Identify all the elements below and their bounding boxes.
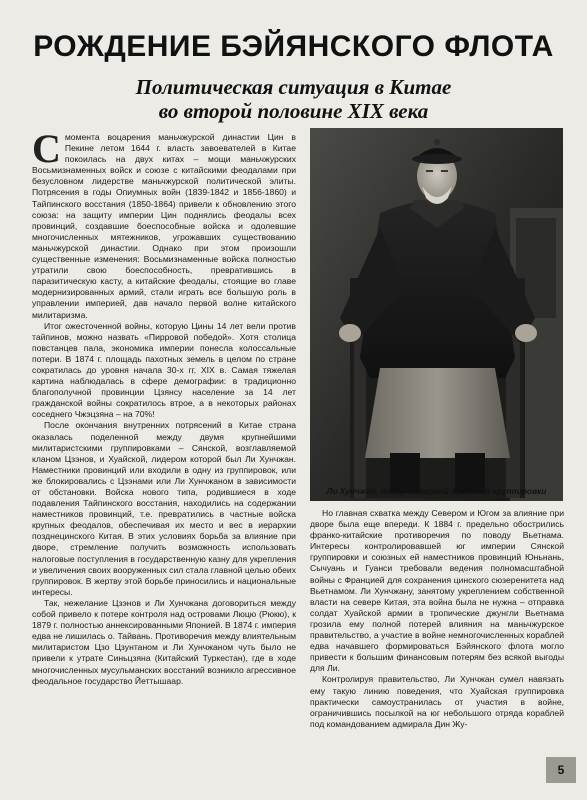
article-subtitle [20,75,567,123]
portrait-illustration [310,128,563,501]
subtitle-line-1: Политическая ситуация в Китае [135,75,452,99]
paragraph [32,126,296,321]
photo-caption: Ли Хунчжан, лидер Северной Хуайской группировки [326,486,547,496]
page-number: 5 [546,757,576,783]
paragraph: Контролируя правительство, Ли Хунчжан сумел навязать ему такую линию поведения, что Хуайская группировка практически самоустранилась от участия в войне, ограничившись посылкой на юг небольшого отряда кораблей под командованием адмирала Дин Жу- [310,674,564,729]
paragraph: Но главная схватка между Севером и Югом за влияние при дворе была еще впереди. К 1884 г. предельно обострились франко-китайские противоречия по поводу Вьетнама. Интересы контролировавшей юг империи Сянской группировки и союзных ей наместников провинций Юньнань, Сычуань и Гуанси требовали ведения полномасштабной войны с Францией для сохранения цинского сюзеренитета над Вьетнамом. Ли Хунчжану, занятому укреплением собственной власти на севере Китая, эта война была не нужна – отправка солдат Хуайской армии в тропические джунгли Вьетнама грозила ему полной потерей влияния на маньчжурское правительство, а участие в войне немногочисленных кораблей едва начавшего формироваться Бэйянского флота могло привести к большим финансовым потерям без всякой выгоды для Ли. [310,508,564,674]
portrait-photo [310,128,563,501]
paragraph: Так, нежелание Цзэнов и Ли Хунчжана договориться между собой привело к потере контроля над островами Люцю (Рюкю), к 1879 г. полностью аннексированными Японией. В 1874 г. империя едва не лишилась о. Тайвань. Противоречия между влиятельным милитаристом Цзо Цзунтаном и Ли Хунчжаном чуть было не привели к утрате Синьцзяна (Китайский Туркестан), где в ходе многочисленных мусульманских восстаний возникло агрессивное феодальное государство Йеттышаар. [32,597,296,686]
paragraph: Итог ожесточенной войны, которую Цины 14 лет вели против тайпинов, можно назвать «Пирровой победой». Хотя столица повстанцев пала, экономика империи понесла колоссальные потери. В 1874 г. площадь пахотных земель в целом по стране сократилась до уровня начала 30-х гг. XIX в. Самая тяжелая картина наблюдалась в сфере демографии: в традиционно благополучной провинции Цзянсу население за 14 лет гражданской войны сократилось втрое, а в некоторых районах соседнего Чжэцзяна – на 70%! [32,320,296,420]
right-text-column [310,508,564,730]
paragraph: После окончания внутренних потрясений в Китае страна оказалась поделенной между двумя крупнейшими милитаристскими группировками – Сянской, возглавляемой кланом Цзэнов, и Хуайской, лидером которой был Ли Хунчжан. Наместники провинций или входили в одну из группировок, или же блокировались с Цзэнами или Ли Хунчжаном в зависимости от обстановки. Войска нового типа, родившиеся в ходе подавления Тайпинского восстания, находились на содержании наместников провинций, т.е. превратились в частные войска крупных феодалов, обеспечивая их место и вес в иерархии позднецинского Китая. В этих условиях борьба за влияние при дворе, стремление получить возможность использовать налоговые поступления в государственную казну для укрепления и увеличения своих вооруженных сил стала главной целью обеих группировок. В жертву этой борьбе приносились и национальные интересы. [32,420,296,597]
left-text-column [32,126,296,687]
paragraph-text: момента воцарения маньчжурской династии Цин в Пекине летом 1644 г. власть завоевателей в Китае покоилась на двух китах – мощи маньчжурских Восьмизнаменных войск и союзе с китайскими феодалами при безусловном лидерстве маньчжурской политической элиты. Потрясения в годы Опиумных войн (1839-1842 и 1856-1860) и Тайпинского восстания (1850-1864) привели к обновлению этого союза: на защиту империи Цин поднялись феодалы всех провинций, создавшие боеспособные войска и одолевшие многочисленных мятежников, угрожавших существованию маньчжурской династии. Однако при этом произошли существенные изменения: Восьмизнаменные войска полностью утратили свою боеспособность, превратившись в паразитическую касту, а китайские феодалы, стоящие во главе модернизированных армий, стали играть все большую роль в управлении империей, дав началo первой волне китайского милитаризма. [32,132,296,320]
drop-cap: С [32,126,61,171]
article-title: РОЖДЕНИЕ БЭЙЯНСКОГО ФЛОТА [33,30,554,63]
subtitle-line-2: во второй половине XIX века [158,99,429,123]
